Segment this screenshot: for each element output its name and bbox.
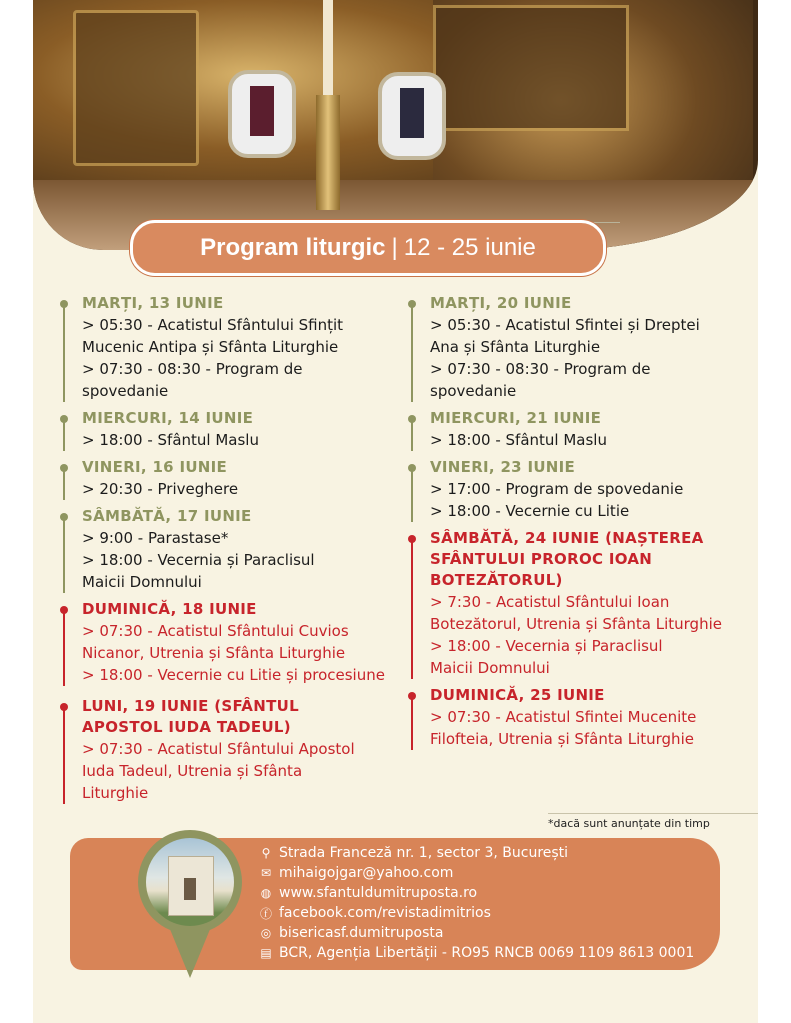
- service-line: > 18:00 - Sfântul Maslu: [82, 431, 259, 449]
- service-line: > 07:30 - Acatistul Sfintei Mucenite: [430, 708, 697, 726]
- day-heading: LUNI, 19 IUNIE (SFÂNTUL: [82, 697, 299, 715]
- service-line: Liturghie: [82, 784, 149, 802]
- service-line: Botezătorul, Utrenia și Sfânta Liturghie: [430, 615, 722, 633]
- service-line: > 17:00 - Program de spovedanie: [430, 480, 684, 498]
- service-line: > 7:30 - Acatistul Sfântului Ioan: [430, 593, 670, 611]
- schedule-entry: [408, 685, 738, 750]
- schedule-right-column: [408, 293, 738, 756]
- bank-icon: ▤: [260, 946, 272, 960]
- day-heading: MIERCURI, 21 IUNIE: [430, 409, 602, 427]
- timeline-line: [411, 422, 413, 451]
- service-line: spovedanie: [430, 382, 517, 400]
- service-line: > 9:00 - Parastase*: [82, 529, 229, 547]
- timeline-line: [63, 471, 65, 500]
- contact-text: mihaigojgar@yahoo.com: [279, 865, 454, 881]
- day-heading: APOSTOL IUDA TADEUL): [82, 718, 291, 736]
- service-line: Ana și Sfânta Liturghie: [430, 338, 601, 356]
- schedule-entry: [60, 506, 390, 593]
- day-heading: DUMINICĂ, 18 IUNIE: [82, 600, 257, 618]
- contact-item: [255, 843, 694, 863]
- timeline-dot-icon: [60, 606, 68, 614]
- day-heading: SFÂNTULUI PROROC IOAN: [430, 550, 653, 568]
- contact-text: facebook.com/revistadimitrios: [279, 905, 491, 921]
- schedule-left-column: [60, 293, 390, 804]
- service-line: Filofteia, Utrenia și Sfânta Liturghie: [430, 730, 694, 748]
- timeline-dot-icon: [60, 300, 68, 308]
- day-heading: MARȚI, 13 IUNIE: [82, 294, 224, 312]
- contact-item: [255, 943, 694, 963]
- location-icon: ⚲: [261, 846, 271, 860]
- service-line: > 18:00 - Vecernia și Paraclisul: [430, 637, 663, 655]
- schedule-entry: [60, 599, 390, 686]
- contact-item: [255, 863, 694, 883]
- cross-icon: [228, 70, 296, 158]
- day-heading: DUMINICĂ, 25 IUNIE: [430, 686, 605, 704]
- day-heading: MARȚI, 20 IUNIE: [430, 294, 572, 312]
- title-text: Program liturgic: [200, 234, 386, 261]
- contact-text: BCR, Agenția Libertății - RO95 RNCB 0069 1109 8613 0001: [279, 945, 695, 961]
- timeline-dot-icon: [60, 513, 68, 521]
- email-icon: ✉: [260, 866, 272, 880]
- day-heading: MIERCURI, 14 IUNIE: [82, 409, 254, 427]
- contact-item: [255, 923, 694, 943]
- header-photo: [33, 0, 758, 250]
- timeline-dot-icon: [408, 300, 416, 308]
- service-line: > 07:30 - Acatistul Sfântului Apostol: [82, 740, 355, 758]
- service-line: > 07:30 - Acatistul Sfântului Cuvios: [82, 622, 349, 640]
- timeline-dot-icon: [408, 415, 416, 423]
- day-heading: VINERI, 16 IUNIE: [82, 458, 228, 476]
- timeline-dot-icon: [408, 464, 416, 472]
- service-line: Mucenic Antipa și Sfânta Liturghie: [82, 338, 339, 356]
- church-photo: [146, 838, 234, 926]
- schedule-entry: [60, 293, 390, 402]
- timeline-dot-icon: [60, 703, 68, 711]
- cross-icon: [378, 72, 446, 160]
- schedule-entry: [60, 696, 390, 804]
- service-line: > 05:30 - Acatistul Sfintei și Dreptei: [430, 316, 700, 334]
- timeline-line: [63, 520, 65, 593]
- timeline-line: [63, 422, 65, 451]
- schedule-entry: [60, 408, 390, 451]
- contact-text: Strada Franceză nr. 1, sector 3, București: [279, 845, 569, 861]
- timeline-line: [411, 699, 413, 750]
- schedule-entry: [408, 408, 738, 451]
- service-line: > 07:30 - 08:30 - Program de: [82, 360, 303, 378]
- day-heading: SÂMBĂTĂ, 17 IUNIE: [82, 507, 252, 525]
- timeline-line: [63, 613, 65, 686]
- schedule-entry: [408, 293, 738, 402]
- timeline-line: [63, 307, 65, 402]
- timeline-dot-icon: [60, 464, 68, 472]
- footnote: *dacă sunt anunțate din timp: [548, 817, 710, 830]
- timeline-dot-icon: [60, 415, 68, 423]
- contact-text: www.sfantuldumitruposta.ro: [279, 885, 478, 901]
- service-line: Maicii Domnului: [82, 573, 202, 591]
- service-line: > 20:30 - Priveghere: [82, 480, 239, 498]
- service-line: > 18:00 - Vecernia și Paraclisul: [82, 551, 315, 569]
- service-line: Nicanor, Utrenia și Sfânta Liturghie: [82, 644, 346, 662]
- schedule-entry: [408, 457, 738, 522]
- service-line: > 18:00 - Vecernie cu Litie și procesiune: [82, 666, 385, 684]
- service-line: spovedanie: [82, 382, 169, 400]
- timeline-line: [411, 307, 413, 402]
- service-line: > 18:00 - Sfântul Maslu: [430, 431, 607, 449]
- service-line: Maicii Domnului: [430, 659, 550, 677]
- contact-item: [255, 903, 694, 923]
- timeline-dot-icon: [408, 692, 416, 700]
- schedule-entry: [60, 457, 390, 500]
- page-title: [130, 220, 606, 276]
- day-heading: VINERI, 23 IUNIE: [430, 458, 576, 476]
- title-separator: |: [391, 234, 398, 261]
- candle-icon: [323, 0, 333, 100]
- timeline-line: [411, 542, 413, 679]
- facebook-icon: ⓕ: [259, 906, 272, 921]
- globe-icon: ◍: [260, 886, 272, 900]
- service-line: Iuda Tadeul, Utrenia și Sfânta: [82, 762, 303, 780]
- day-heading: BOTEZĂTORUL): [430, 571, 563, 589]
- contact-list: [255, 843, 694, 963]
- schedule-entry: [408, 528, 738, 679]
- contact-text: bisericasf.dumitruposta: [279, 925, 444, 941]
- day-heading: SÂMBĂTĂ, 24 IUNIE (NAȘTEREA: [430, 529, 704, 547]
- timeline-line: [411, 471, 413, 522]
- service-line: > 07:30 - 08:30 - Program de: [430, 360, 651, 378]
- timeline-dot-icon: [408, 535, 416, 543]
- service-line: > 18:00 - Vecernie cu Litie: [430, 502, 630, 520]
- title-dates: 12 - 25 iunie: [403, 234, 536, 261]
- timeline-line: [63, 710, 65, 804]
- contact-item: [255, 883, 694, 903]
- church-location-pin: [135, 830, 245, 980]
- service-line: > 05:30 - Acatistul Sfântului Sfințit: [82, 316, 344, 334]
- instagram-icon: ◎: [260, 926, 272, 940]
